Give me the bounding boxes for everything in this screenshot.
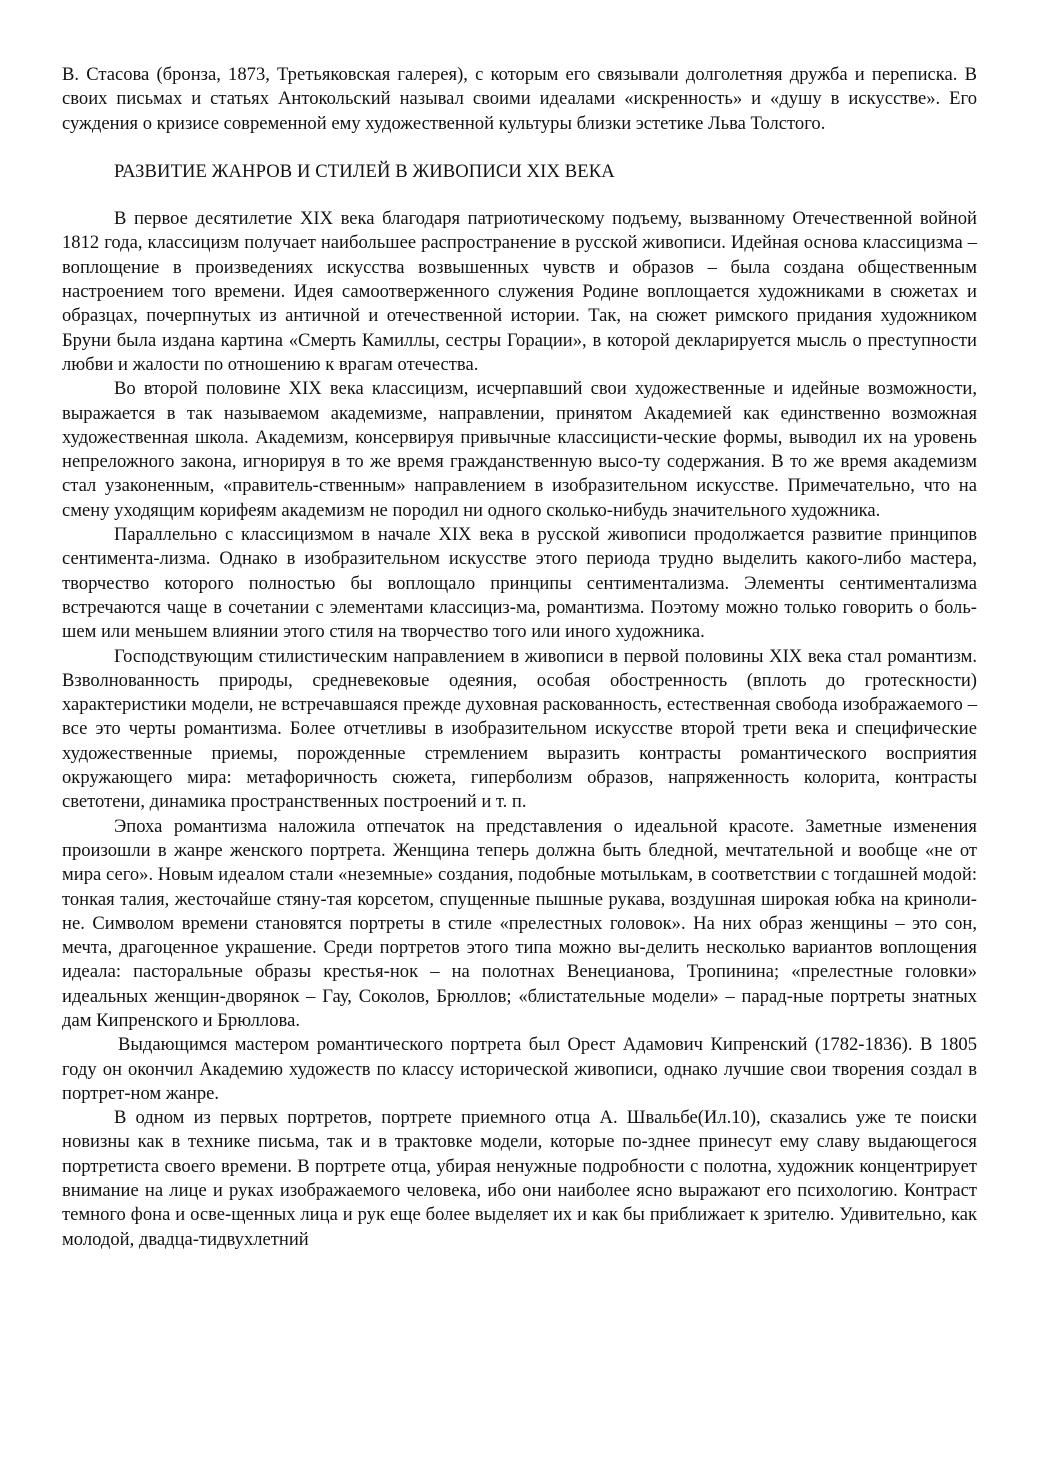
paragraph-academism: Во второй половине XIX века классицизм, исчерпавший свои художественные и идейные возможности, выражается в так называемом академизме, направлении, принятом Академией как единственно возможная художественная школа. Академизм, консервируя привычные классицисти-ческие формы, выводил их на уровень непреложного закона, игнорируя в то же время гражданственную высо-ту содержания. В то же время академизм стал узаконенным, «правитель-ственным» направлением в изобразительном искусстве. Примечательно, что на смену уходящим корифеям академизм не породил ни одного сколько-нибудь значительного художника. [62, 378, 977, 521]
paragraph-kiprensky: Выдающимся мастером романтического портрета был Орест Адамович Кипренский (1782-1836). В 1805 году он окончил Академию художеств по классу исторической живописи, однако лучшие свои творения создал в портрет-ном жанре. [62, 1034, 977, 1104]
paragraph-sentimentalism: Параллельно с классицизмом в начале XIX века в русской живописи продолжается развитие принципов сентимента-лизма. Однако в изобразительном искусстве этого периода трудно выделить какого-либо мастера, творчество которого полностью бы воплощало принципы сентиментализма. Элементы сентиментализма встречаются чаще в сочетании с элементами классициз-ма, романтизма. Поэтому можно только говорить о боль-шем или меньшем влиянии этого стиля на творчество того или иного художника. [62, 524, 977, 643]
paragraph-romanticism: Господствующим стилистическим направлением в живописи в первой половины XIX века стал романтизм. Взволнованность природы, средневековые одеяния, особая обостренность (вплоть до гротескности) характеристики модели, не встречавшаяся прежде духовная раскованность, естественная свобода изображаемого – все это черты романтизма. Более отчетливы в изобразительном искусстве второй трети века и специфические художественные приемы, порожденные стремлением выразить контрасты романтического восприятия окружающего мира: метафоричность сюжета, гиперболизм образов, напряженность колорита, контрасты светотени, динамика пространственных построений и т. п. [62, 645, 977, 813]
paragraph-schwalbe-portrait: В одном из первых портретов, портрете приемного отца А. Швальбе(Ил.10), сказались уже те поиски новизны как в технике письма, так и в трактовке модели, которые по-зднее принесут ему славу выдающегося портретиста своего времени. В портрете отца, убирая ненужные подробности с полотна, художник концентрирует внимание на лице и руках изображаемого человека, ибо они наиболее ясно выражают его психологию. Контраст темного фона и осве-щенных лица и рук еще более выделяет их и как бы приближает к зрителю. Удивительно, как молодой, двадца-тидвухлетний [62, 1107, 977, 1250]
section-heading: РАЗВИТИЕ ЖАНРОВ И СТИЛЕЙ В ЖИВОПИСИ XIX ВЕКА [114, 160, 615, 182]
paragraph-female-portrait: Эпоха романтизма наложила отпечаток на представления о идеальной красоте. Заметные изменения произошли в жанре женского портрета. Женщина теперь должна быть бледной, мечтательной и вообще «не от мира сего». Новым идеалом стали «неземные» создания, подобные мотылькам, в соответствии с тогдашней модой: тонкая талия, жесточайше стяну-тая корсетом, спущенные пышные рукава, воздушная широкая юбка на криноли-не. Символом времени становятся портреты в стиле «прелестных головок». На них образ женщины – это сон, мечта, драгоценное украшение. Среди портретов этого типа можно вы-делить несколько вариантов воплощения идеала: пасторальные образы крестья-нок – на полотнах Венецианова, Тропинина; «прелестные головки» идеальных женщин-дворянок – Гау, Соколов, Брюллов; «блистательные модели» – парад-ные портреты знатных дам Кипренского и Брюллова. [62, 815, 977, 1031]
paragraph-classicism: В первое десятилетие XIX века благодаря патриотическому подъему, вызванному Отечественной войной 1812 года, классицизм получает наибольшее распространение в русской живописи. Идейная основа классицизма – воплощение в произведениях искусства возвышенных чувств и образов – была создана общественным настроением того времени. Идея самоотверженного служения Родине воплощается художниками в сюжетах и образцах, почерпнутых из античной и отечественной истории. Так, на сюжет римского придания художником Бруни была издана картина «Смерть Камиллы, сестры Горации», в которой декларируется мысль о преступности любви и жалости по отношению к врагам отечества. [62, 208, 977, 375]
intro-paragraph: В. Стасова (бронза, 1873, Третьяковская галерея), с которым его связывали долголетняя дружба и переписка. В своих письмах и статьях Антокольский называл своими идеалами «искренность» и «душу в искусстве». Его суждения о кризисе современной ему художественной культуры близки эстетике Льва Толстого. [62, 64, 977, 134]
